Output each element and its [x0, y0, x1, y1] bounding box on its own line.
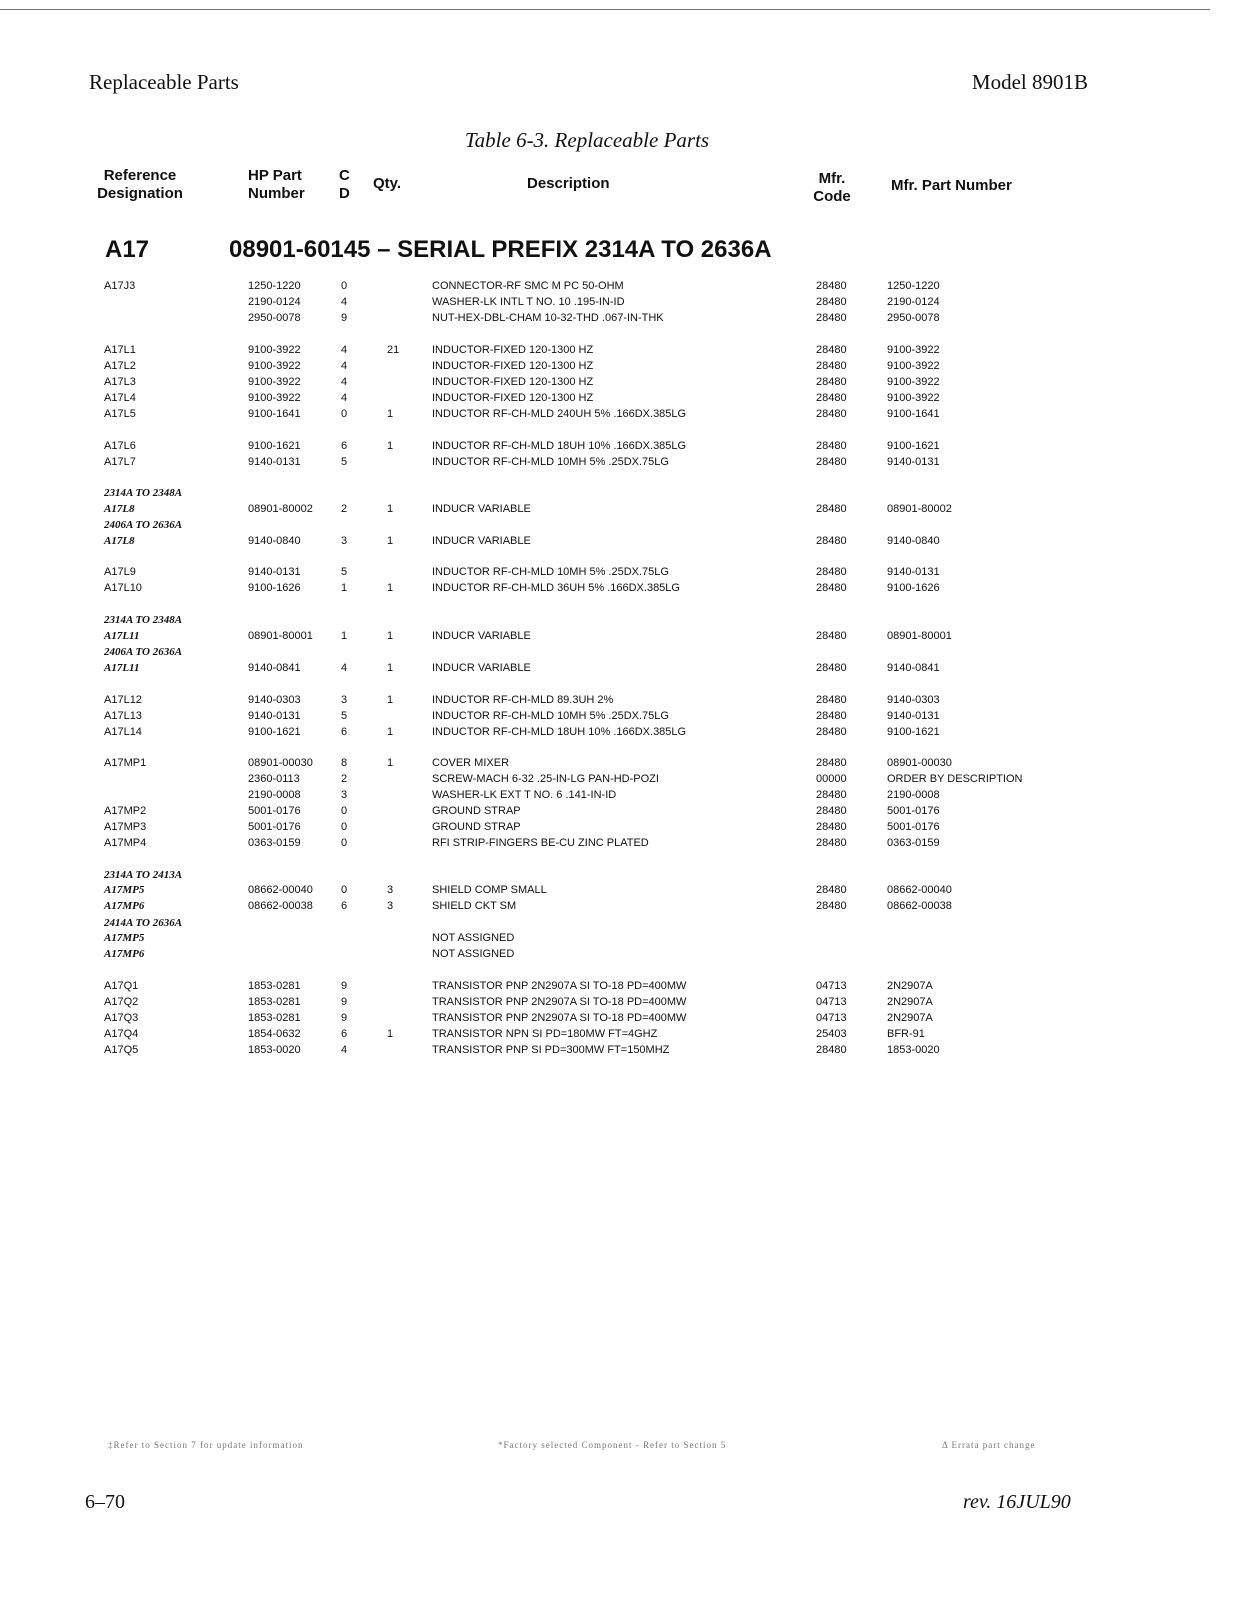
qty-cell: 1: [387, 662, 394, 674]
description-cell: INDUCTOR RF-CH-MLD 10MH 5% .25DX.75LG: [432, 710, 669, 722]
ref-designation-cell: A17Q3: [104, 1012, 139, 1024]
cd-cell: 3: [341, 694, 348, 706]
description-cell: CONNECTOR-RF SMC M PC 50-OHM: [432, 280, 624, 292]
description-cell: NUT-HEX-DBL-CHAM 10-32-THD .067-IN-THK: [432, 312, 664, 324]
hp-part-cell: 1853-0020: [248, 1044, 301, 1056]
col-reference-designation: [95, 167, 185, 203]
ref-designation-cell: A17L12: [104, 694, 142, 706]
hp-part-cell: 9140-0841: [248, 662, 301, 674]
mfr-code-cell: 28480: [816, 296, 847, 308]
cd-cell: 8: [341, 757, 348, 769]
description-cell: TRANSISTOR PNP SI PD=300MW FT=150MHZ: [432, 1044, 670, 1056]
cd-cell: 3: [341, 789, 348, 801]
ref-designation-cell: A17L2: [104, 360, 136, 372]
qty-cell: 3: [387, 900, 394, 912]
col-ref-line2: Designation: [97, 185, 183, 202]
hp-part-cell: 1853-0281: [248, 980, 301, 992]
description-cell: INDUCTOR-FIXED 120-1300 HZ: [432, 376, 594, 388]
cd-cell: 1: [341, 630, 348, 642]
description-cell: NOT ASSIGNED: [432, 932, 515, 944]
cd-cell: 9: [341, 312, 348, 324]
mfr-part-cell: 9100-3922: [887, 344, 940, 356]
col-mfr-line2: Code: [813, 188, 851, 205]
table-title: Table 6-3. Replaceable Parts: [464, 128, 710, 152]
ref-designation-cell: A17J3: [104, 280, 136, 292]
ref-designation-cell: A17L11: [104, 630, 140, 642]
mfr-code-cell: 28480: [816, 582, 847, 594]
footnote-update: ‡Refer to Section 7 for update information: [108, 1440, 304, 1450]
mfr-code-cell: 04713: [816, 1012, 847, 1024]
model-header: Model 8901B: [971, 70, 1088, 94]
description-cell: TRANSISTOR NPN SI PD=180MW FT=4GHZ: [432, 1028, 658, 1040]
ref-designation-cell: A17Q5: [104, 1044, 139, 1056]
qty-cell: 1: [387, 440, 394, 452]
hp-part-cell: 2190-0008: [248, 789, 301, 801]
qty-cell: 1: [387, 1028, 394, 1040]
hp-part-cell: 2950-0078: [248, 312, 301, 324]
hp-part-cell: 9140-0131: [248, 566, 301, 578]
mfr-part-cell: 9140-0131: [887, 566, 940, 578]
mfr-part-cell: 1250-1220: [887, 280, 940, 292]
mfr-part-cell: 9100-3922: [887, 376, 940, 388]
serial-note: 2414A TO 2636A: [104, 917, 183, 929]
mfr-code-cell: 28480: [816, 900, 847, 912]
qty-cell: 1: [387, 694, 394, 706]
cd-cell: 0: [341, 837, 348, 849]
ref-designation-cell: A17L6: [104, 440, 136, 452]
hp-part-cell: 9140-0840: [248, 535, 301, 547]
qty-cell: 1: [387, 503, 394, 515]
mfr-part-cell: 9100-3922: [887, 392, 940, 404]
cd-cell: 9: [341, 980, 348, 992]
description-cell: INDUCR VARIABLE: [432, 503, 531, 515]
col-qty: Qty.: [373, 175, 402, 192]
ref-designation-cell: A17L8: [104, 535, 135, 547]
mfr-code-cell: 28480: [816, 566, 847, 578]
description-cell: INDUCTOR-FIXED 120-1300 HZ: [432, 344, 594, 356]
ref-designation-cell: A17L3: [104, 376, 136, 388]
mfr-code-cell: 28480: [816, 837, 847, 849]
qty-cell: 21: [387, 344, 400, 356]
description-cell: INDUCTOR-FIXED 120-1300 HZ: [432, 392, 594, 404]
description-cell: GROUND STRAP: [432, 821, 521, 833]
mfr-code-cell: 28480: [816, 456, 847, 468]
hp-part-cell: 5001-0176: [248, 821, 301, 833]
footnote-factory-selected: *Factory selected Component - Refer to Section 5: [498, 1440, 727, 1450]
hp-part-cell: 1854-0632: [248, 1028, 301, 1040]
mfr-part-cell: 9140-0303: [887, 694, 940, 706]
footnote-errata: Δ Errata part change: [942, 1440, 1036, 1450]
mfr-code-cell: 28480: [816, 630, 847, 642]
mfr-code-cell: 25403: [816, 1028, 847, 1040]
hp-part-cell: 2360-0113: [248, 773, 300, 785]
cd-cell: 6: [341, 440, 348, 452]
mfr-code-cell: 28480: [816, 344, 847, 356]
ref-designation-cell: A17L14: [104, 726, 142, 738]
mfr-code-cell: 28480: [816, 662, 847, 674]
hp-part-cell: 9100-3922: [248, 344, 301, 356]
mfr-code-cell: 28480: [816, 805, 847, 817]
mfr-part-cell: 08901-80002: [887, 503, 952, 515]
mfr-code-cell: 28480: [816, 884, 847, 896]
mfr-part-cell: 1853-0020: [887, 1044, 940, 1056]
cd-cell: 4: [341, 662, 348, 674]
ref-designation-cell: A17MP6: [104, 900, 145, 912]
mfr-part-cell: 08901-00030: [887, 757, 952, 769]
ref-designation-cell: A17MP5: [104, 932, 145, 944]
mfr-part-cell: 5001-0176: [887, 805, 940, 817]
hp-part-cell: 08901-80001: [248, 630, 313, 642]
cd-cell: 0: [341, 408, 348, 420]
cd-cell: 4: [341, 296, 348, 308]
mfr-code-cell: 28480: [816, 694, 847, 706]
cd-cell: 4: [341, 392, 348, 404]
mfr-part-cell: 9100-1621: [887, 440, 940, 452]
ref-designation-cell: A17Q2: [104, 996, 139, 1008]
ref-designation-cell: A17L10: [104, 582, 142, 594]
mfr-part-cell: 2950-0078: [887, 312, 940, 324]
serial-note: 2406A TO 2636A: [104, 519, 183, 531]
mfr-code-cell: 28480: [816, 440, 847, 452]
col-description: Description: [527, 175, 610, 192]
mfr-part-cell: 5001-0176: [887, 821, 940, 833]
description-cell: COVER MIXER: [432, 757, 510, 769]
cd-cell: 5: [341, 566, 348, 578]
ref-designation-cell: A17L5: [104, 408, 136, 420]
description-cell: SHIELD CKT SM: [432, 900, 517, 912]
cd-cell: 1: [341, 582, 348, 594]
hp-part-cell: 2190-0124: [248, 296, 301, 308]
ref-designation-cell: A17MP3: [104, 821, 147, 833]
col-cd: [339, 167, 350, 203]
cd-cell: 6: [341, 726, 348, 738]
mfr-code-cell: 28480: [816, 360, 847, 372]
cd-cell: 4: [341, 344, 348, 356]
mfr-code-cell: 28480: [816, 280, 847, 292]
description-cell: INDUCTOR RF-CH-MLD 36UH 5% .166DX.385LG: [432, 582, 680, 594]
description-cell: INDUCTOR RF-CH-MLD 89.3UH 2%: [432, 694, 614, 706]
mfr-part-cell: 2190-0008: [887, 789, 940, 801]
mfr-part-cell: 9140-0131: [887, 456, 940, 468]
hp-part-cell: 9140-0131: [248, 710, 301, 722]
hp-part-cell: 9100-1621: [248, 726, 301, 738]
description-cell: TRANSISTOR PNP 2N2907A SI TO-18 PD=400MW: [432, 1012, 687, 1024]
ref-designation-cell: A17MP5: [104, 884, 145, 896]
cd-cell: 0: [341, 280, 348, 292]
col-mfr-part-number: Mfr. Part Number: [891, 177, 1012, 194]
mfr-part-cell: 08662-00038: [887, 900, 952, 912]
mfr-part-cell: 08901-80001: [887, 630, 952, 642]
description-cell: INDUCTOR RF-CH-MLD 10MH 5% .25DX.75LG: [432, 566, 669, 578]
ref-designation-cell: A17MP1: [104, 757, 147, 769]
hp-part-cell: 9100-1641: [248, 408, 301, 420]
revision-date: rev. 16JUL90: [963, 1491, 1071, 1513]
mfr-part-cell: 9100-1626: [887, 582, 940, 594]
description-cell: NOT ASSIGNED: [432, 948, 515, 960]
description-cell: INDUCTOR RF-CH-MLD 18UH 10% .166DX.385LG: [432, 440, 687, 452]
hp-part-cell: 9100-1621: [248, 440, 301, 452]
cd-cell: 4: [341, 1044, 348, 1056]
col-hp-line1: HP Part: [248, 167, 302, 184]
mfr-part-cell: 9140-0840: [887, 535, 940, 547]
description-cell: GROUND STRAP: [432, 805, 521, 817]
qty-cell: 1: [387, 535, 394, 547]
cd-cell: 0: [341, 821, 348, 833]
col-hp-line2: Number: [248, 185, 305, 202]
mfr-code-cell: 28480: [816, 535, 847, 547]
ref-designation-cell: A17L7: [104, 456, 136, 468]
hp-part-cell: 1250-1220: [248, 280, 301, 292]
page-number: 6–70: [85, 1491, 125, 1513]
ref-designation-cell: A17L8: [104, 503, 135, 515]
qty-cell: 1: [387, 630, 394, 642]
description-cell: INDUCR VARIABLE: [432, 535, 531, 547]
ref-designation-cell: A17L1: [104, 344, 136, 356]
mfr-code-cell: 28480: [816, 726, 847, 738]
qty-cell: 1: [387, 582, 394, 594]
serial-note: 2314A TO 2348A: [104, 487, 183, 499]
cd-cell: 5: [341, 456, 348, 468]
hp-part-cell: 9140-0131: [248, 456, 301, 468]
top-rule: [0, 9, 1210, 10]
mfr-code-cell: 04713: [816, 996, 847, 1008]
cd-cell: 4: [341, 360, 348, 372]
qty-cell: 1: [387, 408, 394, 420]
description-cell: INDUCTOR RF-CH-MLD 18UH 10% .166DX.385LG: [432, 726, 687, 738]
mfr-part-cell: ORDER BY DESCRIPTION: [887, 773, 1023, 785]
qty-cell: 1: [387, 757, 394, 769]
col-mfr-code: [812, 170, 852, 206]
mfr-part-cell: 9100-1621: [887, 726, 940, 738]
qty-cell: 1: [387, 726, 394, 738]
ref-designation-cell: A17L13: [104, 710, 142, 722]
mfr-part-cell: 2N2907A: [887, 980, 933, 992]
description-cell: SCREW-MACH 6-32 .25-IN-LG PAN-HD-POZI: [432, 773, 659, 785]
mfr-code-cell: 28480: [816, 757, 847, 769]
description-cell: INDUCTOR RF-CH-MLD 10MH 5% .25DX.75LG: [432, 456, 669, 468]
description-cell: TRANSISTOR PNP 2N2907A SI TO-18 PD=400MW: [432, 996, 687, 1008]
col-ref-line1: Reference: [103, 167, 177, 184]
description-cell: INDUCTOR-FIXED 120-1300 HZ: [432, 360, 594, 372]
cd-cell: 9: [341, 1012, 348, 1024]
serial-note: 2406A TO 2636A: [104, 646, 183, 658]
ref-designation-cell: A17L11: [104, 662, 140, 674]
hp-part-cell: 9100-3922: [248, 360, 301, 372]
description-cell: INDUCTOR RF-CH-MLD 240UH 5% .166DX.385LG: [432, 408, 687, 420]
hp-part-cell: 9100-3922: [248, 376, 301, 388]
cd-cell: 2: [341, 503, 348, 515]
mfr-part-cell: BFR-91: [887, 1028, 925, 1040]
description-cell: WASHER-LK INTL T NO. 10 .195-IN-ID: [432, 296, 625, 308]
mfr-code-cell: 28480: [816, 821, 847, 833]
ref-designation-cell: A17L9: [104, 566, 136, 578]
serial-note: 2314A TO 2348A: [104, 614, 183, 626]
mfr-part-cell: 0363-0159: [887, 837, 940, 849]
mfr-part-cell: 2N2907A: [887, 996, 933, 1008]
cd-cell: 3: [341, 535, 348, 547]
hp-part-cell: 08662-00038: [248, 900, 313, 912]
ref-designation-cell: A17MP6: [104, 948, 145, 960]
mfr-code-cell: 28480: [816, 503, 847, 515]
ref-designation-cell: A17Q1: [104, 980, 139, 992]
cd-cell: 9: [341, 996, 348, 1008]
description-cell: INDUCR VARIABLE: [432, 662, 531, 674]
cd-cell: 2: [341, 773, 348, 785]
description-cell: SHIELD COMP SMALL: [432, 884, 547, 896]
hp-part-cell: 9100-3922: [248, 392, 301, 404]
hp-part-cell: 1853-0281: [248, 1012, 301, 1024]
mfr-code-cell: 28480: [816, 312, 847, 324]
ref-designation-cell: A17Q4: [104, 1028, 139, 1040]
ref-designation-cell: A17MP2: [104, 805, 147, 817]
col-hp-part-number: [248, 167, 305, 203]
assembly-ref: A17: [105, 236, 150, 263]
mfr-part-cell: 9100-1641: [887, 408, 940, 420]
mfr-code-cell: 28480: [816, 1044, 847, 1056]
mfr-code-cell: 28480: [816, 789, 847, 801]
mfr-part-cell: 2190-0124: [887, 296, 940, 308]
hp-part-cell: 1853-0281: [248, 996, 301, 1008]
hp-part-cell: 5001-0176: [248, 805, 301, 817]
mfr-code-cell: 28480: [816, 710, 847, 722]
cd-cell: 6: [341, 900, 348, 912]
hp-part-cell: 9100-1626: [248, 582, 301, 594]
hp-part-cell: 08662-00040: [248, 884, 313, 896]
col-mfr-line1: Mfr.: [818, 170, 846, 187]
qty-cell: 3: [387, 884, 394, 896]
hp-part-cell: 08901-00030: [248, 757, 313, 769]
serial-note: 2314A TO 2413A: [104, 869, 183, 881]
cd-cell: 4: [341, 376, 348, 388]
assembly-title: 08901-60145 – SERIAL PREFIX 2314A TO 2636A: [229, 236, 772, 263]
col-cd-line2: D: [339, 185, 350, 202]
cd-cell: 6: [341, 1028, 348, 1040]
description-cell: RFI STRIP-FINGERS BE-CU ZINC PLATED: [432, 837, 649, 849]
mfr-part-cell: 9100-3922: [887, 360, 940, 372]
ref-designation-cell: A17L4: [104, 392, 136, 404]
cd-cell: 0: [341, 805, 348, 817]
cd-cell: 5: [341, 710, 348, 722]
hp-part-cell: 9140-0303: [248, 694, 301, 706]
mfr-code-cell: 00000: [816, 773, 847, 785]
cd-cell: 0: [341, 884, 348, 896]
mfr-part-cell: 9140-0841: [887, 662, 940, 674]
hp-part-cell: 0363-0159: [248, 837, 301, 849]
description-cell: WASHER-LK EXT T NO. 6 .141-IN-ID: [432, 789, 617, 801]
mfr-code-cell: 28480: [816, 376, 847, 388]
section-header: Replaceable Parts: [89, 70, 239, 94]
mfr-code-cell: 04713: [816, 980, 847, 992]
mfr-part-cell: 2N2907A: [887, 1012, 933, 1024]
mfr-code-cell: 28480: [816, 392, 847, 404]
mfr-part-cell: 9140-0131: [887, 710, 940, 722]
hp-part-cell: 08901-80002: [248, 503, 313, 515]
description-cell: TRANSISTOR PNP 2N2907A SI TO-18 PD=400MW: [432, 980, 687, 992]
mfr-code-cell: 28480: [816, 408, 847, 420]
col-cd-line1: C: [339, 167, 350, 184]
mfr-part-cell: 08662-00040: [887, 884, 952, 896]
ref-designation-cell: A17MP4: [104, 837, 147, 849]
description-cell: INDUCR VARIABLE: [432, 630, 531, 642]
